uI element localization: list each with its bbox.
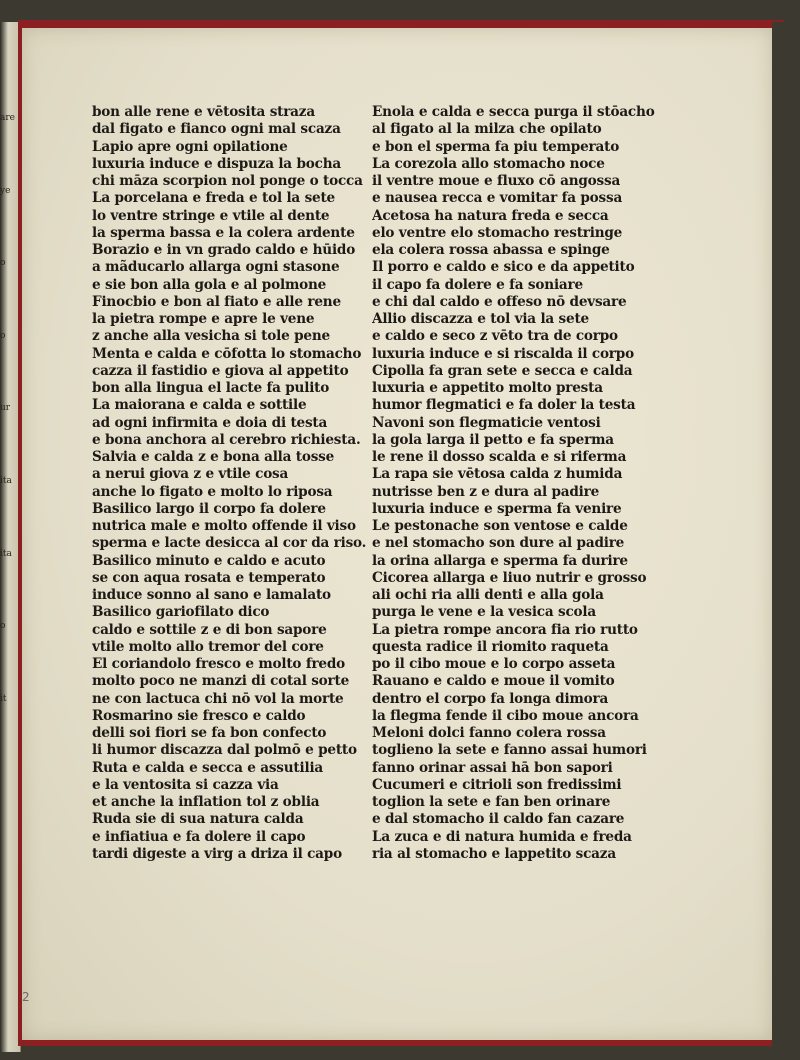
verse-line: e bon el sperma fa piu temperato: [372, 138, 620, 155]
margin-fragment: it: [0, 693, 7, 704]
verse-line: lo ventre stringe e vtile al dente: [92, 207, 330, 224]
facing-page-margin-text: [0, 112, 16, 704]
verse-line: e dal stomacho il caldo fan cazare: [372, 811, 625, 828]
verse-line: toglieno la sete e fanno assai humori: [372, 742, 647, 759]
verse-line: Basilico gariofilato dico: [92, 604, 270, 621]
verse-line: nutrica male e molto offende il viso: [92, 518, 356, 534]
verse-line: la flegma fende il cibo moue ancora: [372, 707, 639, 724]
verse-line: Finocbio e bon al fiato e alle rene: [92, 293, 341, 310]
verse-line: e la ventosita si cazza via: [92, 776, 279, 793]
verse-line: chi māza scorpion nol ponge o tocca: [92, 173, 363, 189]
verse-line: molto poco ne manzi di cotal sorte: [92, 673, 350, 690]
verse-line: La porcelana e freda e tol la sete: [92, 190, 335, 207]
verse-line: la sperma bassa e la colera ardente: [92, 224, 355, 241]
verse-line: induce sonno al sano e lamalato: [92, 587, 331, 603]
verse-line: li humor discazza dal polmō e petto: [92, 742, 357, 759]
verse-line: Salvia e calda z e bona alla tosse: [92, 449, 335, 465]
margin-fragment: o: [0, 621, 6, 632]
verse-line: fanno orinar assai hā bon sapori: [372, 759, 613, 776]
verse-line: Ruta e calda e secca e assutilia: [92, 759, 324, 776]
verse-line: et anche la inflation tol z oblia: [92, 794, 320, 810]
verse-line: Enola e calda e secca purga il stōacho: [372, 104, 655, 120]
verse-line: Acetosa ha natura freda e secca: [372, 207, 609, 224]
verse-line: e chi dal caldo e offeso nō devsare: [372, 293, 627, 310]
margin-fragment: ita: [0, 548, 12, 559]
verse-line: a nerui giova z e vtile cosa: [92, 466, 289, 483]
verse-line: cazza il fastidio e giova al appetito: [92, 362, 349, 379]
verse-line: La rapa sie vētosa calda z humida: [372, 466, 623, 483]
verse-line: Menta e calda e cōfotta lo stomacho: [92, 345, 362, 362]
verse-line: nutrisse ben z e dura al padire: [372, 483, 600, 500]
verse-line: ad ogni infirmita e doia di testa: [92, 414, 328, 431]
verse-line: ne con lactuca chi nō vol la morte: [92, 690, 344, 707]
verse-line: luxuria e appetito molto presta: [372, 380, 603, 396]
verse-line: Rosmarino sie fresco e caldo: [92, 707, 306, 724]
margin-fragment: are: [0, 113, 15, 123]
left-text-column: [92, 104, 382, 863]
margin-fragment: ye: [0, 185, 11, 196]
verse-line: Lapio apre ogni opilatione: [92, 138, 288, 155]
folio-mark: 2: [22, 990, 30, 1004]
verse-line: e nel stomacho son dure al padire: [372, 535, 625, 552]
verse-line: elo ventre elo stomacho restringe: [372, 224, 623, 241]
verse-line: La maiorana e calda e sottile: [92, 397, 307, 414]
verse-line: Allio discazza e tol via la sete: [372, 311, 589, 327]
verse-line: la orina allarga e sperma fa durire: [372, 552, 628, 569]
verse-line: toglion la sete e fan ben orinare: [372, 794, 611, 810]
verse-line: Il porro e caldo e sico e da appetito: [372, 259, 635, 276]
verse-line: dentro el corpo fa longa dimora: [372, 690, 609, 707]
verse-line: Ruda sie di sua natura calda: [92, 811, 304, 828]
verse-line: la pietra rompe e apre le vene: [92, 311, 315, 327]
verse-line: vtile molto allo tremor del core: [92, 638, 324, 655]
verse-line: purga le vene e la vesica scola: [372, 604, 596, 621]
verse-line: e caldo e seco z vēto tra de corpo: [372, 328, 618, 345]
right-text-column: [372, 104, 672, 863]
margin-fragment: ita: [0, 475, 12, 486]
verse-line: bon alla lingua el lacte fa pulito: [92, 380, 330, 396]
verse-line: luxuria induce e si riscalda il corpo: [372, 345, 634, 362]
verse-line: Borazio e in vn grado caldo e hūido: [92, 242, 356, 258]
verse-line: Basilico largo il corpo fa dolere: [92, 500, 326, 517]
verse-line: luxuria induce e dispuza la bocha: [92, 155, 341, 172]
verse-line: il ventre moue e fluxo cō angossa: [372, 173, 621, 189]
verse-line: caldo e sottile z e di bon sapore: [92, 621, 327, 638]
verse-line: e bona anchora al cerebro richiesta.: [92, 431, 361, 448]
verse-line: Meloni dolci fanno colera rossa: [372, 725, 606, 741]
verse-line: Basilico minuto e caldo e acuto: [92, 552, 326, 569]
verse-line: La pietra rompe ancora fia rio rutto: [372, 621, 638, 638]
verse-line: bon alle rene e vētosita straza: [92, 104, 315, 120]
verse-line: Cipolla fa gran sete e secca e calda: [372, 362, 633, 379]
verse-line: la gola larga il petto e fa sperma: [372, 431, 614, 448]
verse-line: le rene il dosso scalda e si riferma: [372, 449, 627, 465]
verse-line: ali ochi ria alli denti e alla gola: [372, 587, 604, 603]
verse-line: humor flegmatici e fa doler la testa: [372, 397, 636, 414]
verse-line: luxuria induce e sperma fa venire: [372, 500, 622, 517]
verse-line: Navoni son flegmaticie ventosi: [372, 414, 601, 431]
verse-line: El coriandolo fresco e molto fredo: [92, 656, 346, 672]
verse-line: delli soi fiori se fa bon confecto: [92, 725, 327, 741]
verse-line: tardi digeste a virg a driza il capo: [92, 845, 342, 862]
verse-line: ria al stomacho e lappetito scaza: [372, 845, 616, 862]
verse-line: La corezola allo stomacho noce: [372, 155, 605, 172]
verse-line: e sie bon alla gola e al polmone: [92, 276, 327, 293]
verse-line: Le pestonache son ventose e calde: [372, 518, 628, 534]
margin-fragment: ur: [0, 403, 11, 414]
verse-line: La zuca e di natura humida e freda: [372, 828, 632, 845]
verse-line: e nausea recca e vomitar fa possa: [372, 190, 623, 207]
verse-line: a mãducarlo allarga ogni stasone: [92, 259, 340, 276]
verse-line: il capo fa dolere e fa soniare: [372, 276, 583, 293]
verse-line: Cicorea allarga e liuo nutrir e grosso: [372, 569, 647, 586]
verse-line: ela colera rossa abassa e spinge: [372, 242, 610, 258]
background-right: [772, 22, 800, 1060]
verse-line: anche lo figato e molto lo riposa: [92, 483, 333, 500]
verse-line: Rauano e caldo e moue il vomito: [372, 673, 615, 690]
margin-fragment: o: [0, 258, 6, 269]
verse-line: al figato al la milza che opilato: [372, 121, 602, 138]
verse-line: questa radice il riomito raqueta: [372, 638, 609, 655]
verse-line: e infiatiua e fa dolere il capo: [92, 828, 306, 845]
margin-fragment: o: [0, 330, 6, 341]
verse-line: z anche alla vesicha si tole pene: [92, 328, 330, 345]
verse-line: Cucumeri e citrioli son fredissimi: [372, 776, 622, 793]
verse-line: po il cibo moue e lo corpo asseta: [372, 656, 616, 672]
verse-line: se con aqua rosata e temperato: [92, 569, 326, 586]
verse-line: sperma e lacte desicca al cor da riso.: [92, 535, 367, 552]
verse-line: dal figato e fianco ogni mal scaza: [92, 121, 341, 138]
